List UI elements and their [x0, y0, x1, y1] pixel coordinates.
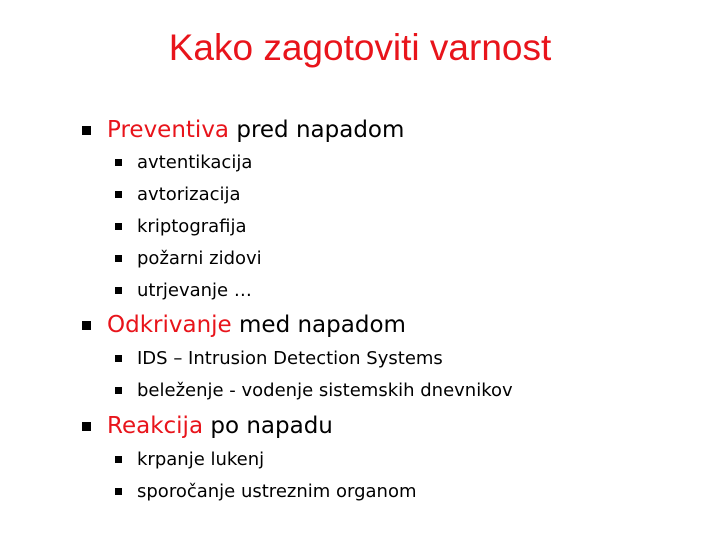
section-heading-rest: pred napadom [229, 117, 405, 143]
section-heading-rest: med napadom [231, 312, 406, 338]
list-item-text: beleženje - vodenje sistemskih dnevnikov [137, 379, 513, 401]
square-bullet-icon [115, 456, 122, 463]
section-highlight: Reakcija [107, 413, 204, 439]
section-preventiva [82, 115, 404, 145]
square-bullet-icon [115, 255, 122, 262]
square-bullet-icon [115, 387, 122, 394]
list-item-text: sporočanje ustreznim organom [137, 480, 417, 502]
list-item-text: kriptografija [137, 215, 247, 237]
section-odkrivanje [82, 310, 406, 340]
section-highlight: Odkrivanje [107, 312, 232, 338]
list-item [115, 245, 262, 271]
square-bullet-icon [115, 355, 122, 362]
list-item [115, 149, 252, 175]
square-bullet-icon [115, 488, 122, 495]
section-heading-rest: po napadu [203, 413, 333, 439]
square-bullet-icon [115, 287, 122, 294]
square-bullet-icon [115, 159, 122, 166]
list-item [115, 345, 443, 371]
list-item-text: krpanje lukenj [137, 448, 265, 470]
section-heading [107, 413, 333, 439]
list-item-text: avtentikacija [137, 151, 253, 173]
list-item [115, 377, 513, 403]
square-bullet-icon [82, 422, 91, 431]
list-item-text: IDS – Intrusion Detection Systems [137, 347, 443, 369]
list-item [115, 181, 241, 207]
section-heading [107, 312, 406, 338]
section-highlight: Preventiva [107, 117, 230, 143]
list-item [115, 277, 252, 303]
list-item-text: avtorizacija [137, 183, 241, 205]
square-bullet-icon [82, 126, 91, 135]
list-item [115, 213, 247, 239]
section-heading [107, 117, 404, 143]
list-item [115, 478, 417, 504]
square-bullet-icon [82, 321, 91, 330]
section-reakcija [82, 411, 333, 441]
list-item-text: utrjevanje … [137, 279, 252, 301]
square-bullet-icon [115, 191, 122, 198]
square-bullet-icon [115, 223, 122, 230]
list-item-text: požarni zidovi [137, 247, 262, 269]
list-item [115, 446, 264, 472]
slide-title: Kako zagotoviti varnost [168, 27, 552, 68]
